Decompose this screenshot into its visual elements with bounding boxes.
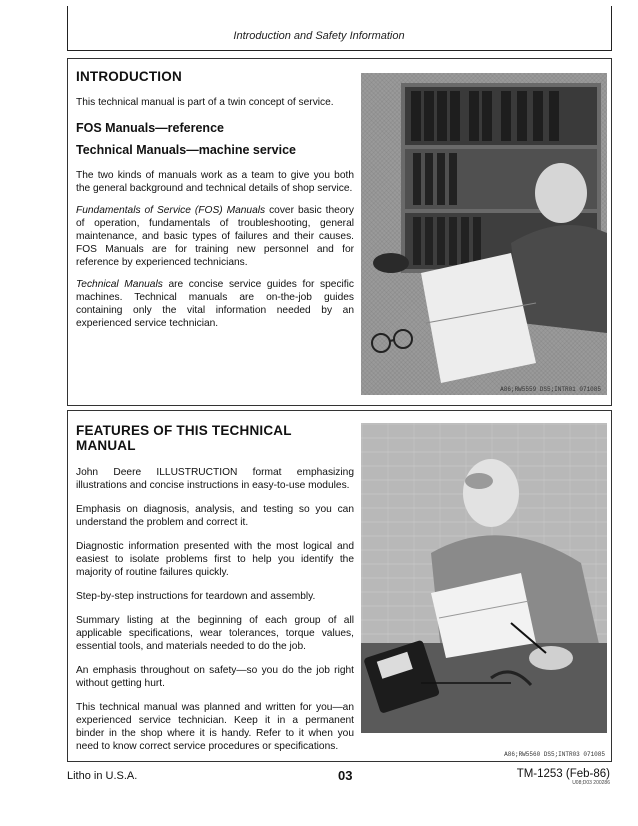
introduction-text-column xyxy=(76,69,354,339)
frame-left-rule xyxy=(67,6,68,50)
introduction-para-3-text: cover basic theory of operation, fundamentals of troubleshooting, general maintenance, and basic types of failures and their causes. FOS Manuals are for training new personnel and for reference by experienced technicians. xyxy=(76,205,354,268)
fos-manuals-heading: FOS Manuals—reference xyxy=(76,121,224,135)
footer-printed-in: Litho in U.S.A. xyxy=(67,770,138,782)
document-number: TM-1253 (Feb-86) xyxy=(516,768,610,780)
page-header-title: Introduction and Safety Information xyxy=(233,30,405,42)
feature-item: Summary listing at the beginning of each group of all applicable specifications, wear tolerances, torque values, essential tools, and materials needed to do the job. xyxy=(76,615,354,652)
feature-item: An emphasis throughout on safety—so you do the job right without getting hurt. xyxy=(76,665,354,689)
photo-illustration-1 xyxy=(361,73,607,395)
technician-with-manuals-photo xyxy=(361,73,607,395)
introduction-para-3 xyxy=(76,204,354,269)
introduction-para-2: The two kinds of manuals work as a team to give you both the general background and technical details of shop service. xyxy=(76,170,354,194)
introduction-para-4 xyxy=(76,278,354,330)
introduction-section xyxy=(67,58,612,406)
page-number: 03 xyxy=(338,768,353,783)
fos-term: Fundamentals of Service (FOS) Manuals xyxy=(76,205,266,216)
features-section xyxy=(67,410,612,762)
introduction-title: INTRODUCTION xyxy=(76,69,182,84)
photo-illustration-2 xyxy=(361,423,607,733)
technical-manuals-heading: Technical Manuals—machine service xyxy=(76,143,297,157)
feature-item: John Deere ILLUSTRUCTION format emphasizing illustrations and concise instructions in easy-to-use modules. xyxy=(76,467,354,491)
footer-document-id xyxy=(517,768,610,786)
feature-item: This technical manual was planned and written for you—an experienced service technician. Keep it in a permanent binder in the shop where it is handy. Refer to it when you need to know correct service procedures or specifications. xyxy=(76,702,354,752)
frame-top-rule xyxy=(67,50,612,51)
document-code: U08;D03 200286 xyxy=(572,780,610,786)
feature-item: Emphasis on diagnosis, analysis, and testing so you can understand the problem and correct it. xyxy=(76,504,354,528)
technical-manuals-term: Technical Manuals xyxy=(76,279,163,290)
introduction-para-4-text: are concise service guides for specific machines. Technical manuals are on-the-job guides containing only the vital information needed by an experienced service technician. xyxy=(76,279,354,329)
features-text-column xyxy=(76,423,354,762)
features-title: FEATURES OF THIS TECHNICAL MANUAL xyxy=(76,423,292,453)
feature-item: Diagnostic information presented with the most logical and easiest to isolate problems first to help you identify the majority of routine failures quickly. xyxy=(76,541,354,578)
photo-caption-2: A86;RW5560 DS5;INTR03 071085 xyxy=(504,751,605,758)
feature-item: Step-by-step instructions for teardown and assembly. xyxy=(76,591,316,602)
photo-caption-1: A86;RW5559 DS5;INTR01 071085 xyxy=(500,386,601,393)
frame-right-rule xyxy=(611,6,612,50)
technician-with-multimeter-photo xyxy=(361,423,607,733)
introduction-para-1: This technical manual is part of a twin concept of service. xyxy=(76,97,334,108)
